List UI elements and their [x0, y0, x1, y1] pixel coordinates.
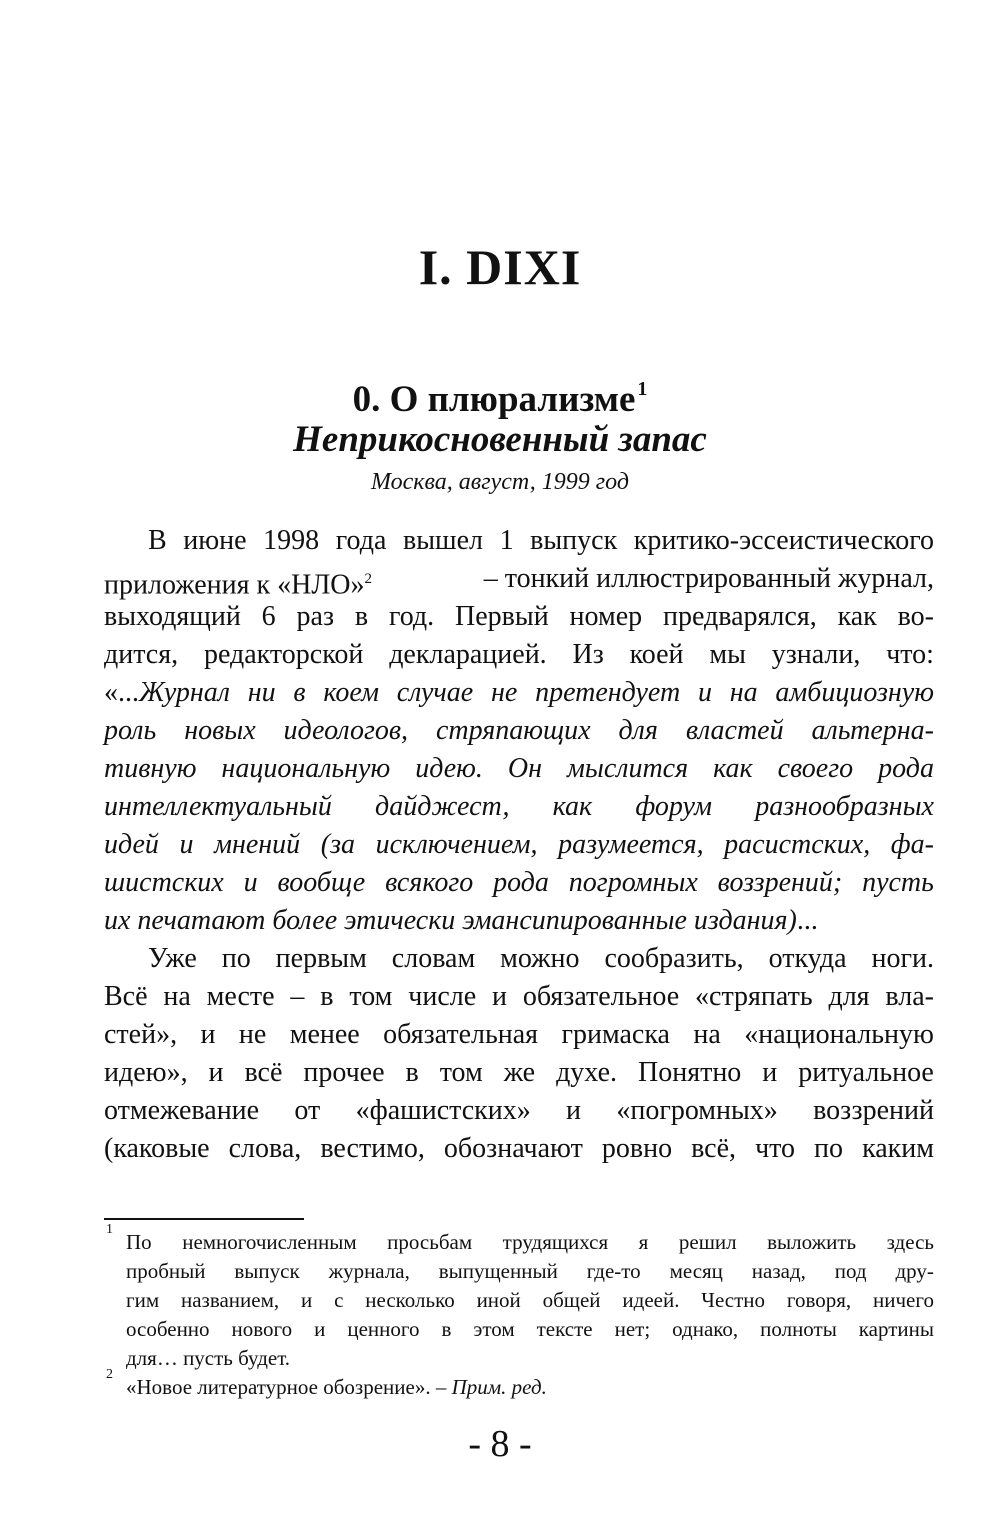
word: властей [685, 715, 784, 746]
footnote-ref-1: 1 [637, 378, 648, 400]
word: рода [493, 867, 549, 898]
word: раз [296, 601, 335, 632]
quote-line [104, 826, 934, 864]
word: выложить [767, 1230, 857, 1254]
word: роль [104, 715, 157, 746]
word: вышел [402, 525, 483, 556]
word: по [814, 1133, 844, 1164]
word: несколько [365, 1288, 455, 1312]
word: что [755, 1133, 796, 1164]
word: июне [183, 525, 247, 556]
word: национальную [221, 753, 391, 784]
text-fragment: – тонкий иллюстрированный журнал, [476, 563, 934, 594]
word: вестимо, [320, 1133, 425, 1164]
word: своего [777, 753, 854, 784]
text-line [104, 1054, 934, 1092]
word: новых [184, 715, 256, 746]
word: нового [231, 1317, 293, 1341]
word: полноты [760, 1317, 837, 1341]
word: как [837, 601, 877, 632]
word: духе. [556, 1057, 618, 1088]
word: погромных [568, 867, 698, 898]
word: альтерна- [811, 715, 934, 746]
word: идеей. [622, 1288, 680, 1312]
word: для [828, 981, 870, 1012]
word: том [439, 1057, 483, 1088]
quote-line [104, 864, 934, 902]
word: выходящий [104, 601, 241, 632]
word: и [243, 867, 258, 898]
word: воззрений [813, 1095, 934, 1126]
text-line [104, 940, 934, 978]
word: я [638, 1230, 649, 1254]
text-line [104, 522, 934, 560]
word: Он [507, 753, 542, 784]
word: ни [247, 677, 276, 708]
word: «стряпать [695, 981, 813, 1012]
quote-open: «... [104, 677, 139, 708]
word: год. [388, 601, 435, 632]
word: разумеется, [558, 829, 704, 860]
text-line [104, 1130, 934, 1168]
word: как [552, 791, 593, 822]
footnote-line: для… пусть будет. [126, 1346, 291, 1370]
word: рода [878, 753, 934, 784]
word: редакторской [203, 639, 364, 670]
text-line [104, 978, 934, 1016]
word: мыслится [566, 753, 689, 784]
word: Первый [455, 601, 549, 632]
word: словам [391, 943, 476, 974]
word: исключением, [375, 829, 538, 860]
word: названием, [180, 1288, 280, 1312]
word: в [354, 601, 369, 632]
word: что: [886, 639, 934, 670]
word: говоря, [786, 1288, 852, 1312]
word: форум [635, 791, 713, 822]
word: ценного [347, 1317, 420, 1341]
page-number: - 8 - [468, 1423, 532, 1465]
word: «погромных» [616, 1095, 778, 1126]
word: этом [473, 1317, 515, 1341]
footnote-ref-2: 2 [364, 571, 373, 587]
word: интеллектуальный [104, 791, 332, 822]
text-line [104, 598, 934, 636]
word: случае [396, 677, 474, 708]
word: ритуальное [798, 1057, 934, 1088]
dateline: Москва, август, 1999 год [371, 469, 629, 495]
footnote-line [104, 1315, 934, 1344]
word: (за [320, 829, 355, 860]
word: от [294, 1095, 321, 1126]
word: и [566, 1095, 582, 1126]
word: Честно [701, 1288, 766, 1312]
word: в [293, 677, 306, 708]
word: мы [709, 639, 746, 670]
word: дится, [104, 639, 179, 670]
word: выпуск [234, 1259, 300, 1283]
word: Журнал [139, 677, 230, 708]
word: же [503, 1057, 536, 1088]
word: месяц [669, 1259, 723, 1283]
word: откуда [768, 943, 847, 974]
word: ноги. [871, 943, 934, 974]
word: Из [572, 639, 604, 670]
word: дру- [895, 1259, 934, 1283]
word: решил [678, 1230, 737, 1254]
word: коем [323, 677, 379, 708]
word: тексте [536, 1317, 593, 1341]
quote-line [104, 788, 934, 826]
word: просьбам [387, 1230, 473, 1254]
word: немногочисленным [182, 1230, 357, 1254]
word: картины [858, 1317, 934, 1341]
word: каким [862, 1133, 934, 1164]
word: В [148, 525, 167, 556]
word: нет; [614, 1317, 651, 1341]
text-fragment: приложения к «НЛО»$^2$ [104, 569, 373, 601]
word: тивную [104, 753, 197, 784]
word: слова, [228, 1133, 302, 1164]
word: менее [289, 1019, 360, 1050]
word: «национальную [744, 1019, 934, 1050]
word: дайджест, [375, 791, 510, 822]
word: гим [126, 1288, 160, 1312]
word: иной [476, 1288, 521, 1312]
word: По [126, 1230, 152, 1254]
word: «фашистских» [355, 1095, 531, 1126]
word: выпущенный [438, 1259, 558, 1283]
word: и [179, 829, 194, 860]
text-line [104, 636, 934, 674]
word: ровно [601, 1133, 673, 1164]
word: месте [206, 981, 275, 1012]
word: – [290, 981, 305, 1012]
chapter-title-text: 0. О плюрализме [352, 379, 636, 420]
word: и [314, 1317, 326, 1341]
chapter-subtitle: Неприкосновенный запас [293, 419, 707, 460]
word: назад, [751, 1259, 806, 1283]
word: на [693, 1019, 721, 1050]
word: особенно [126, 1317, 210, 1341]
chapter-title [0, 378, 1000, 421]
footnote-marker-1: 1 [106, 1222, 113, 1237]
word: стряпающих [435, 715, 591, 746]
word: идеологов, [283, 715, 409, 746]
word: ничего [873, 1288, 934, 1312]
word: всякого [385, 867, 474, 898]
word: стей», [104, 1019, 178, 1050]
word: прочее [303, 1057, 385, 1088]
word: по [221, 943, 251, 974]
word: обозначают [443, 1133, 583, 1164]
word: для [618, 715, 658, 746]
word: всё [244, 1057, 283, 1088]
footnote-line [104, 1286, 934, 1315]
word: вла- [885, 981, 934, 1012]
word: в [441, 1317, 452, 1341]
word: гримаска [561, 1019, 670, 1050]
word: во- [897, 601, 934, 632]
text-line [104, 1092, 934, 1130]
footnote-2: «Новое литературное обозрение». – Прим. ред. [126, 1375, 547, 1399]
word: в [320, 981, 334, 1012]
text-line [104, 560, 934, 601]
word: воззрений; [717, 867, 843, 898]
word: расистских, [724, 829, 871, 860]
word: и [492, 981, 507, 1012]
word: номер [569, 601, 643, 632]
word: под [834, 1259, 867, 1283]
word: узнали, [771, 639, 861, 670]
word: года [335, 525, 387, 556]
word: и [300, 1288, 313, 1312]
word: на [729, 677, 758, 708]
quote-line [104, 712, 934, 750]
word: Уже [148, 943, 197, 974]
word: трудящихся [502, 1230, 609, 1254]
word: первым [275, 943, 367, 974]
word: пробный [126, 1259, 206, 1283]
word: критико-эссеистического [633, 525, 934, 556]
word: всё, [691, 1133, 737, 1164]
text-line [104, 674, 934, 712]
word: обязательная [383, 1019, 539, 1050]
body-text [104, 522, 934, 1168]
quote-line [139, 674, 934, 712]
word: том [349, 981, 393, 1012]
word: пусть [862, 867, 934, 898]
word: общей [542, 1288, 601, 1312]
word: 1 [499, 525, 514, 556]
word: выпуск [530, 525, 618, 556]
word: идею», [104, 1057, 188, 1088]
footnotes [104, 1222, 934, 1402]
word: 6 [261, 601, 276, 632]
word: можно [500, 943, 580, 974]
word: разнообразных [755, 791, 934, 822]
footnote-divider [104, 1218, 304, 1220]
word: как [713, 753, 753, 784]
quote-line [104, 750, 934, 788]
word: (каковые [104, 1133, 210, 1164]
word: с [334, 1288, 344, 1312]
footnote-line [104, 1257, 934, 1286]
word: мнений [214, 829, 301, 860]
word: где-то [586, 1259, 641, 1283]
word: амбициозную [775, 677, 934, 708]
word: коей [629, 639, 684, 670]
word: шистских [104, 867, 224, 898]
word: Понятно [638, 1057, 742, 1088]
word: сообразить, [604, 943, 744, 974]
word: и [208, 1057, 224, 1088]
word: отмежевание [104, 1095, 260, 1126]
word: здесь [886, 1230, 934, 1254]
word: числе [408, 981, 477, 1012]
word: претендует [535, 677, 681, 708]
word: идею. [415, 753, 483, 784]
word: Всё [104, 981, 148, 1012]
word: 1998 [263, 525, 320, 556]
word: идей [104, 829, 159, 860]
word: декларацией. [389, 639, 547, 670]
word: и [762, 1057, 778, 1088]
text-line [104, 1016, 934, 1054]
part-title: I. DIXI [418, 239, 582, 295]
word: вообще [277, 867, 366, 898]
word: и [200, 1019, 216, 1050]
word: фа- [890, 829, 934, 860]
word: на [163, 981, 191, 1012]
footnote-marker-2: 2 [106, 1367, 113, 1382]
word: и [697, 677, 712, 708]
word: в [405, 1057, 419, 1088]
word: не [490, 677, 518, 708]
quote-line: их печатают более этически эмансипированные издания)... [104, 905, 818, 936]
word: однако, [672, 1317, 739, 1341]
word: журнала, [328, 1259, 410, 1283]
word: предварялся, [662, 601, 817, 632]
footnote-line [104, 1228, 934, 1257]
word: не [238, 1019, 267, 1050]
word: обязательное [522, 981, 680, 1012]
